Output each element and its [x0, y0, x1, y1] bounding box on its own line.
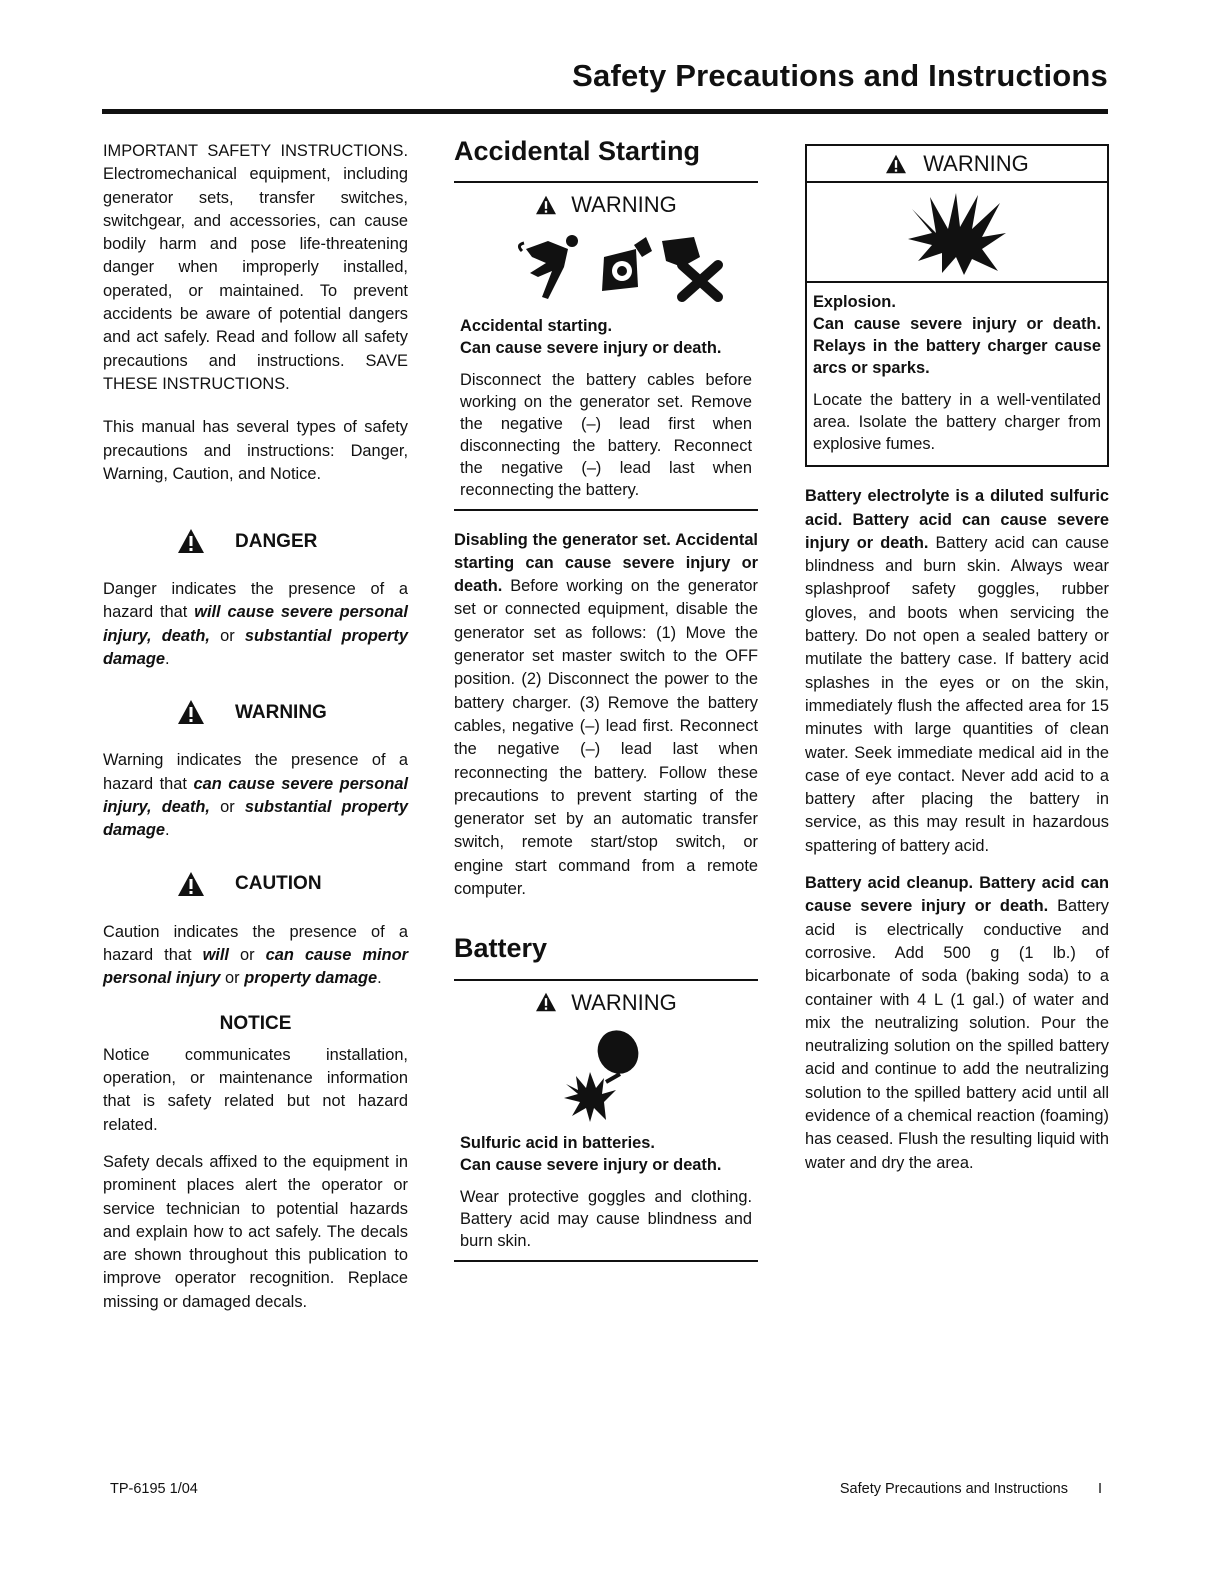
warning-definition: Warning indicates the presence of a hazard that can cause severe personal injury, death, or substantial property damage. [103, 751, 408, 840]
column-accidental-battery [454, 136, 758, 1280]
warning-label: WARNING [235, 701, 327, 723]
caution-label: CAUTION [235, 872, 322, 894]
explosion-warning-box [805, 144, 1109, 467]
disabling-paragraph: Disabling the generator set. Accidental starting can cause severe injury or death. Before working on the generator set or connected equipment, disable the generator set as follows: (1) Move the generator set master switch to the OFF position. (2) Disconnect the power to the battery charger. (3) Remove the battery cables, negative (–) lead first. Reconnect the negative (–) lead last when reconnecting the battery. Follow these precautions to prevent starting of the generator set by an automatic transfer switch, remote start/stop switch, or engine start command from a remote computer. [454, 530, 758, 899]
warning-heading [177, 699, 408, 725]
warning-triangle-icon [177, 528, 205, 554]
warning-triangle-icon [535, 195, 557, 215]
warning-triangle-icon [885, 154, 907, 174]
warning-label: WARNING [571, 989, 677, 1015]
caution-heading [177, 871, 408, 897]
battery-warning-body: Wear protective goggles and clothing. Battery acid may cause blindness and burn skin. [460, 1187, 752, 1250]
battery-warning-block [454, 979, 758, 1262]
footer-section [840, 1481, 1102, 1497]
intro-paragraph: IMPORTANT SAFETY INSTRUCTIONS. Electromechanical equipment, including generator sets, transfer switches, switchgear, and accessories, can cause bodily harm and pose life-threatening danger when improperly installed, operated, or maintained. To prevent accidents be aware of potential dangers and act safely. Read and follow all safety precautions and instructions. SAVE THESE INSTRUCTIONS. [103, 142, 408, 393]
warning-label-row [460, 193, 752, 216]
column-intro [103, 140, 408, 1328]
notice-heading: NOTICE [219, 1013, 292, 1035]
caution-definition: Caution indicates the presence of a hazard that will or can cause minor personal injury or property damage. [103, 922, 408, 988]
decals-paragraph: Safety decals affixed to the equipment in prominent places alert the operator or service technician to potential hazards and explain how to act safely. The decals are shown throughout this publication to improve operator recognition. Replace missing or damaged decals. [103, 1152, 408, 1311]
notice-definition: Notice communicates installation, operation, or maintenance information that is safety related but not hazard related. [103, 1045, 408, 1134]
warning-label-row [460, 991, 752, 1014]
accidental-warning-body: Disconnect the battery cables before working on the generator set. Remove the negative (–) lead first when disconnecting the battery. Reconnect the negative (–) lead last when reconnecting the battery. [460, 370, 752, 499]
types-paragraph: This manual has several types of safety precautions and instructions: Danger, Warning, Caution, and Notice. [103, 418, 408, 483]
acid-splash-pictogram-icon [546, 1024, 666, 1124]
battery-warning-strong: Sulfuric acid in batteries. Can cause severe injury or death. [460, 1133, 722, 1174]
warning-triangle-icon [535, 992, 557, 1012]
accidental-starting-heading: Accidental Starting [454, 136, 701, 166]
warning-triangle-icon [177, 699, 205, 725]
page-title: Safety Precautions and Instructions [572, 58, 1108, 93]
explosion-pictogram-icon [902, 189, 1012, 275]
page-number: I [1097, 1481, 1102, 1497]
warning-label-row [807, 146, 1107, 183]
warning-triangle-icon [177, 871, 205, 897]
explosion-strong: Explosion. Can cause severe injury or death. Relays in the battery charger cause arcs or sparks. [813, 293, 1101, 378]
explosion-pictogram-cell [807, 183, 1107, 283]
footer-doc-number: TP-6195 1/04 [110, 1481, 198, 1497]
battery-heading: Battery [454, 933, 548, 964]
danger-heading [177, 528, 408, 554]
warning-label: WARNING [571, 192, 677, 218]
cleanup-paragraph: Battery acid cleanup. Battery acid can cause severe injury or death. Battery acid is electrically conductive and corrosive. Add 500 g (1 lb.) of bicarbonate of soda (baking soda) to a container with 4 L (1 gal.) of water and mix the neutralizing solution. Pour the neutralizing solution on the spilled battery acid and continue to add the neutralizing solution to the spilled battery acid until all evidence of a chemical reaction (foaming) has ceased. Flush the resulting liquid with water and dry the area. [805, 874, 1109, 1172]
explosion-box-text [807, 283, 1107, 465]
danger-label: DANGER [235, 530, 318, 552]
footer-section-title: Safety Precautions and Instructions [839, 1481, 1068, 1497]
explosion-body: Locate the battery in a well-ventilated area. Isolate the battery charger from explosive fumes. [813, 391, 1101, 454]
column-explosion [805, 144, 1109, 1189]
warning-label: WARNING [923, 151, 1029, 176]
electrolyte-paragraph: Battery electrolyte is a diluted sulfuric acid. Battery acid can cause severe injury or death. Battery acid can cause blindness and burn skin. Always wear splashproof safety goggles, rubber gloves, and boots when servicing the battery. Do not open a sealed battery or mutilate the battery case. If battery acid splashes in the eyes or on the skin, immediately flush the affected area for 15 minutes with large quantities of clean water. Seek immediate medical aid in the case of eye contact. Never add acid to a battery after placing the battery in service, as this may result in hazardous spattering of battery acid. [805, 487, 1109, 855]
title-rule [102, 109, 1108, 114]
danger-definition: Danger indicates the presence of a hazard that will cause severe personal injury, death, or substantial property damage. [103, 580, 408, 669]
accidental-starting-pictogram-icon [486, 227, 726, 307]
accidental-warning-block [454, 181, 758, 510]
accidental-warning-strong: Accidental starting. Can cause severe injury or death. [460, 316, 722, 357]
